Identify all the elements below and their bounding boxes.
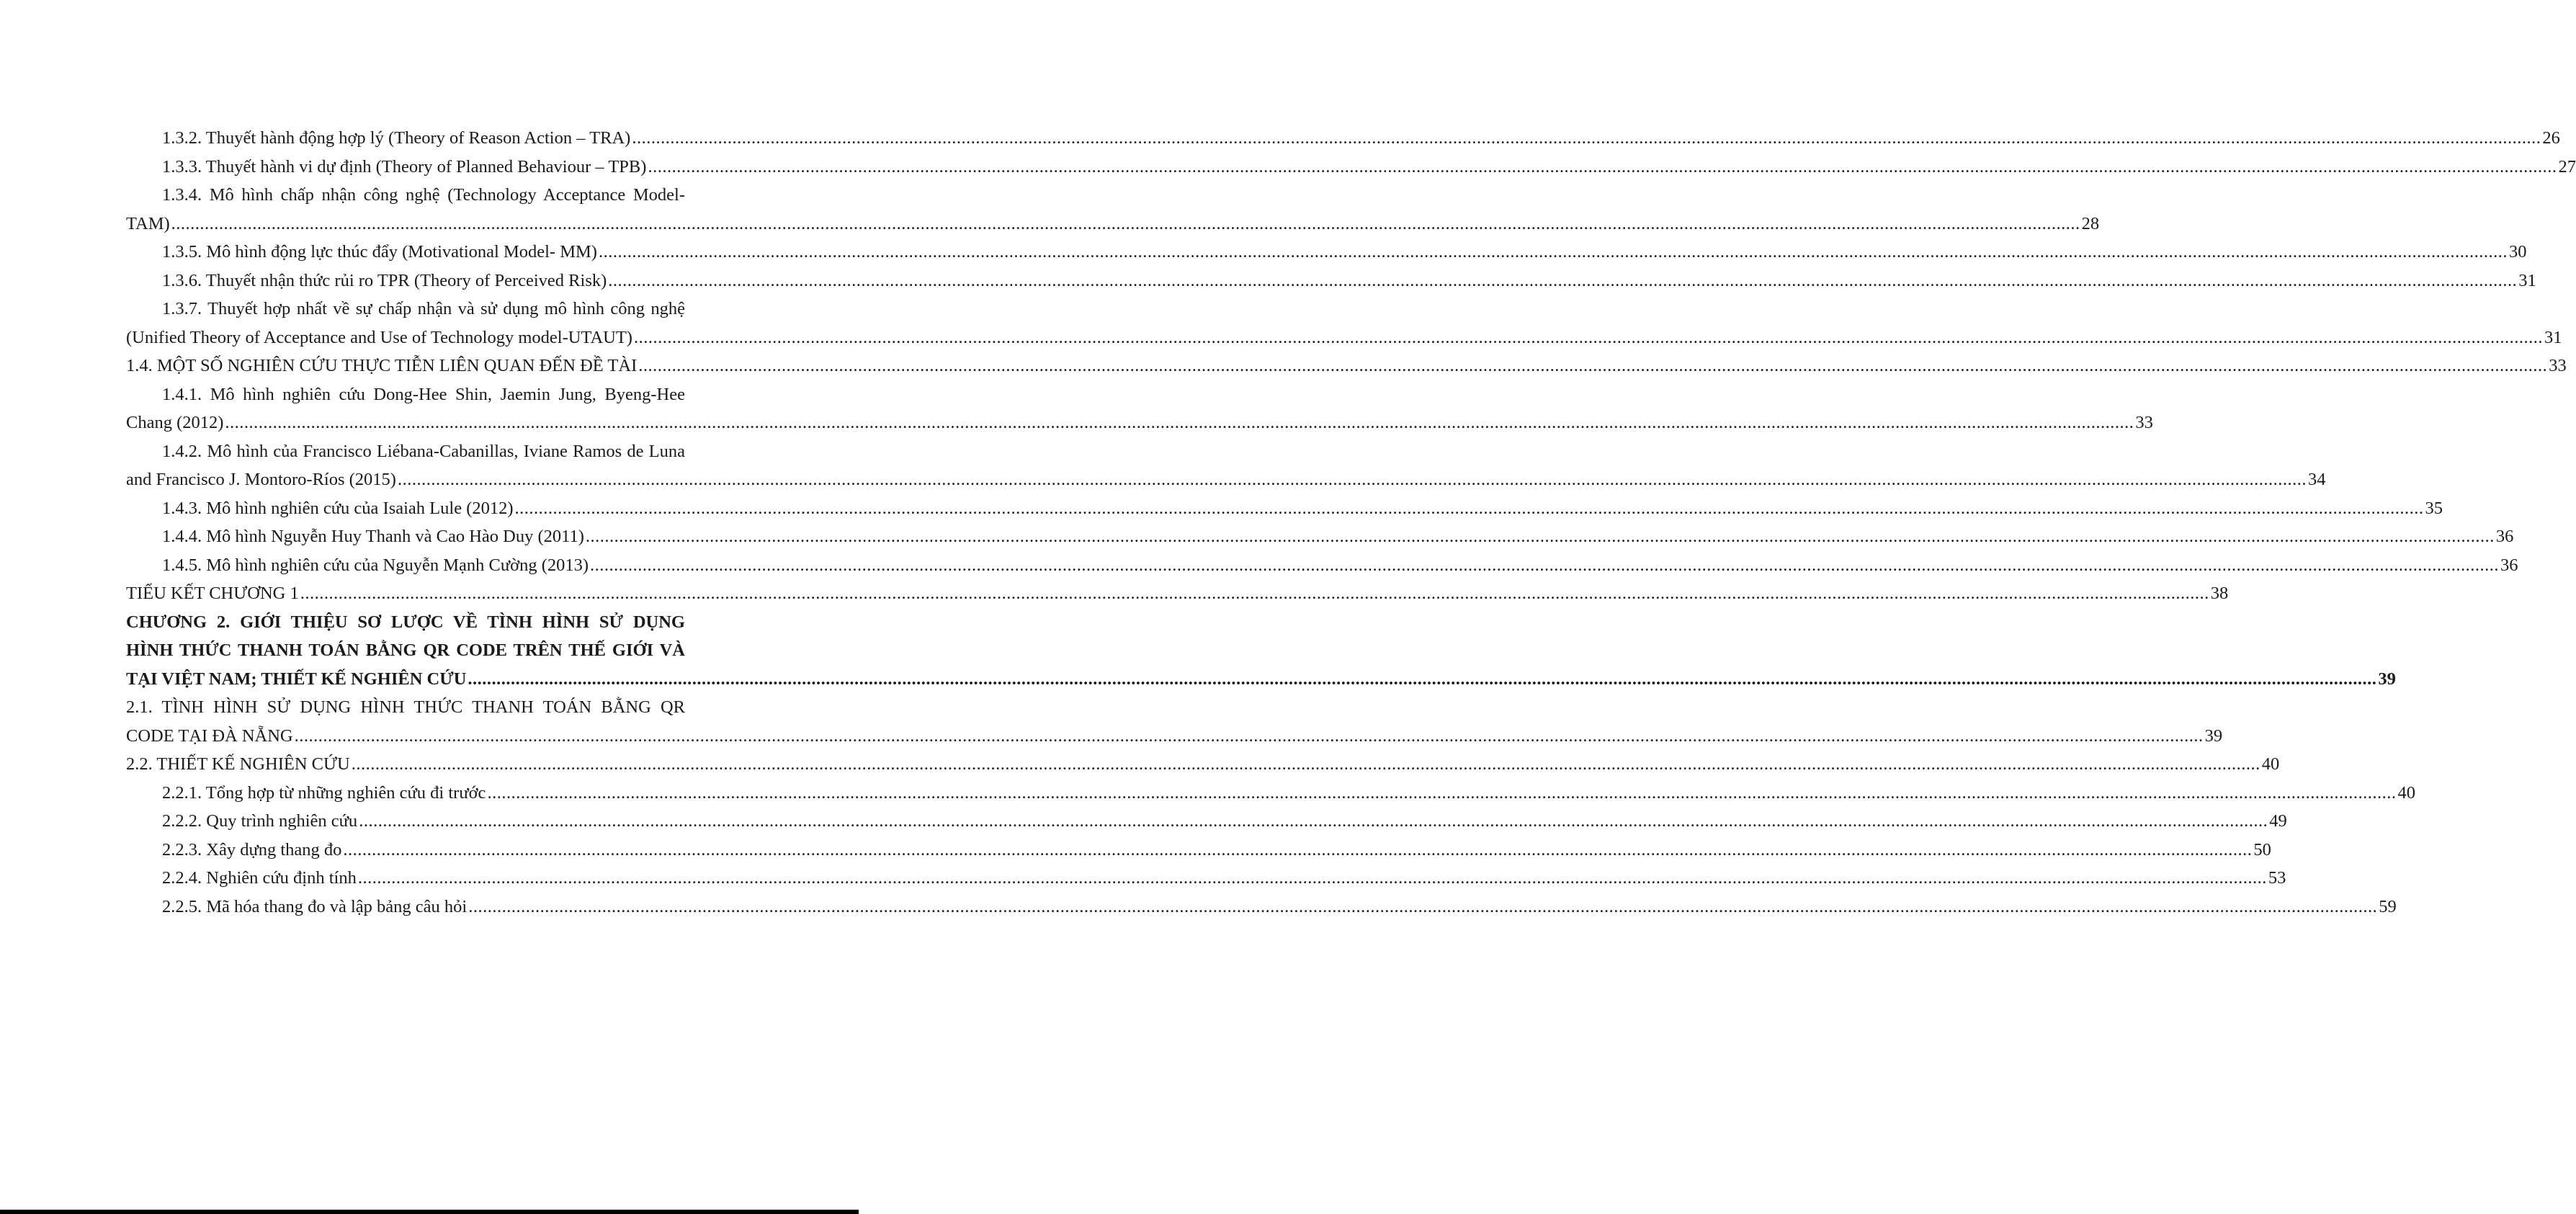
toc-entry-row bbox=[126, 836, 2271, 865]
dot-leader: ................................................................................................................................................................................................................................................................................................................................................................................................................ bbox=[633, 327, 2543, 347]
toc-page-number: 39 bbox=[2204, 726, 2223, 746]
toc-entry-row bbox=[126, 807, 2287, 836]
dot-leader: ................................................................................................................................................................................................................................................................................................................................................................................................................ bbox=[343, 839, 2253, 860]
toc-entry[interactable] bbox=[126, 437, 2326, 494]
toc-entry[interactable] bbox=[126, 836, 2271, 865]
toc-entry[interactable] bbox=[126, 522, 2514, 551]
toc-page-number: 33 bbox=[2549, 356, 2567, 375]
dot-leader: ................................................................................................................................................................................................................................................................................................................................................................................................................ bbox=[638, 356, 2548, 375]
dot-leader: ................................................................................................................................................................................................................................................................................................................................................................................................................ bbox=[468, 669, 2377, 689]
toc-entry-text-line: 1.4.2. Mô hình của Francisco Liébana-Cabanillas, Iviane Ramos de Luna bbox=[162, 441, 685, 461]
toc-entry-row bbox=[126, 323, 2562, 352]
toc-entry[interactable] bbox=[126, 864, 2286, 893]
toc-entry-row bbox=[126, 238, 2527, 267]
toc-entry-row bbox=[126, 722, 2223, 751]
toc-entry-title: 1.4.4. Mô hình Nguyễn Huy Thanh và Cao Hào Duy (2011) bbox=[162, 527, 584, 546]
toc-entry-title: CODE TẠI ĐÀ NẴNG bbox=[126, 726, 293, 746]
toc-page-number: 53 bbox=[2268, 868, 2286, 888]
toc-entry-row bbox=[126, 579, 2229, 608]
toc-entry-title: 1.3.3. Thuyết hành vi dự định (Theory of Planned Behaviour – TPB) bbox=[162, 156, 647, 177]
toc-page-number: 36 bbox=[2495, 527, 2514, 546]
toc-entry[interactable] bbox=[126, 295, 2562, 352]
toc-entry-row bbox=[126, 494, 2443, 523]
dot-leader: ................................................................................................................................................................................................................................................................................................................................................................................................................ bbox=[294, 726, 2204, 746]
toc-entry[interactable] bbox=[126, 893, 2397, 921]
toc-entry-row bbox=[126, 864, 2286, 893]
toc-page-number: 39 bbox=[2378, 669, 2396, 689]
toc-entry-title: (Unified Theory of Acceptance and Use of Technology model-UTAUT) bbox=[126, 327, 632, 347]
toc-entry[interactable] bbox=[126, 579, 2229, 608]
toc-page-number: 27 bbox=[2558, 156, 2576, 177]
toc-page-number: 26 bbox=[2542, 128, 2560, 148]
dot-leader: ................................................................................................................................................................................................................................................................................................................................................................................................................ bbox=[300, 584, 2209, 603]
toc-entry-text-line: 2.1. TÌNH HÌNH SỬ DỤNG HÌNH THỨC THANH TOÁN BẰNG QR bbox=[126, 697, 685, 717]
toc-entry-row bbox=[126, 153, 2576, 182]
toc-page-number: 50 bbox=[2253, 839, 2271, 860]
toc-page-number: 40 bbox=[2397, 782, 2415, 803]
toc-page-number: 40 bbox=[2261, 754, 2280, 774]
toc-entry-row bbox=[126, 750, 2280, 779]
toc-entry-title: 1.4. MỘT SỐ NGHIÊN CỨU THỰC TIỄN LIÊN QUAN ĐẾN ĐỀ TÀI bbox=[126, 356, 638, 375]
dot-leader: ................................................................................................................................................................................................................................................................................................................................................................................................................ bbox=[171, 213, 2080, 233]
toc-entry[interactable] bbox=[126, 352, 2567, 380]
toc-entry-row bbox=[126, 551, 2518, 580]
toc-entry-title: Chang (2012) bbox=[126, 413, 224, 432]
toc-entry-text-line: CHƯƠNG 2. GIỚI THIỆU SƠ LƯỢC VỀ TÌNH HÌNH SỬ DỤNG bbox=[126, 612, 685, 632]
toc-page-number: 59 bbox=[2379, 896, 2397, 916]
toc-page-number: 34 bbox=[2307, 470, 2326, 489]
toc-entry[interactable] bbox=[126, 551, 2518, 580]
toc-entry[interactable] bbox=[126, 693, 2223, 750]
toc-entry[interactable] bbox=[126, 494, 2443, 523]
toc-entry-title: 1.4.3. Mô hình nghiên cứu của Isaiah Lule (2012) bbox=[162, 498, 514, 518]
dot-leader: ................................................................................................................................................................................................................................................................................................................................................................................................................ bbox=[648, 156, 2557, 177]
toc-entry-title: 2.2.1. Tổng hợp từ những nghiên cứu đi trước bbox=[162, 782, 486, 803]
toc-entry-row bbox=[126, 665, 2396, 694]
toc-page-number: 38 bbox=[2210, 584, 2229, 603]
toc-entry-title: TAM) bbox=[126, 213, 170, 233]
toc-page-number: 35 bbox=[2425, 498, 2443, 518]
toc-entry[interactable] bbox=[126, 608, 2396, 694]
toc-entry-row bbox=[126, 779, 2415, 808]
toc-entry-title: 1.4.5. Mô hình nghiên cứu của Nguyễn Mạnh Cường (2013) bbox=[162, 555, 589, 575]
toc-entry[interactable] bbox=[126, 807, 2287, 836]
toc-entry[interactable] bbox=[126, 779, 2415, 808]
toc-entry-text-line: HÌNH THỨC THANH TOÁN BẰNG QR CODE TRÊN THẾ GIỚI VÀ bbox=[126, 641, 685, 660]
toc-entry-title: and Francisco J. Montoro-Ríos (2015) bbox=[126, 470, 396, 489]
toc-page-number: 28 bbox=[2081, 213, 2100, 233]
toc-entry-title: TIỂU KẾT CHƯƠNG 1 bbox=[126, 584, 299, 603]
toc-entry[interactable] bbox=[126, 181, 2100, 238]
dot-leader: ................................................................................................................................................................................................................................................................................................................................................................................................................ bbox=[608, 270, 2518, 290]
dot-leader: ................................................................................................................................................................................................................................................................................................................................................................................................................ bbox=[359, 811, 2268, 831]
toc-entry[interactable] bbox=[126, 750, 2280, 779]
toc-page-number: 33 bbox=[2135, 413, 2153, 432]
toc-entry-title: 2.2. THIẾT KẾ NGHIÊN CỨU bbox=[126, 754, 350, 774]
toc-entry-row bbox=[126, 210, 2100, 238]
toc-entry-row bbox=[126, 522, 2514, 551]
toc-entry-title: 1.3.5. Mô hình động lực thúc đẩy (Motivational Model- MM) bbox=[162, 242, 597, 262]
dot-leader: ................................................................................................................................................................................................................................................................................................................................................................................................................ bbox=[357, 868, 2267, 888]
toc-entry-title: 2.2.4. Nghiên cứu định tính bbox=[162, 868, 357, 888]
toc-entry-title: 2.2.3. Xây dựng thang đo bbox=[162, 839, 342, 860]
toc-entry-row bbox=[126, 465, 2326, 494]
toc-entry-title: 2.2.2. Quy trình nghiên cứu bbox=[162, 811, 358, 831]
toc-page-number: 49 bbox=[2269, 811, 2287, 831]
toc-entry[interactable] bbox=[126, 238, 2527, 267]
toc-entry-title: 1.3.6. Thuyết nhận thức rủi ro TPR (Theory of Perceived Risk) bbox=[162, 270, 607, 290]
toc-entry[interactable] bbox=[126, 267, 2536, 295]
toc-entry-row bbox=[126, 124, 2560, 153]
dot-leader: ................................................................................................................................................................................................................................................................................................................................................................................................................ bbox=[397, 470, 2307, 489]
dot-leader: ................................................................................................................................................................................................................................................................................................................................................................................................................ bbox=[487, 782, 2397, 803]
toc-entry-text-line: 1.3.7. Thuyết hợp nhất về sự chấp nhận và sử dụng mô hình công nghệ bbox=[162, 299, 685, 318]
toc-entry-row bbox=[126, 893, 2397, 921]
page-bottom-edge bbox=[0, 1210, 859, 1214]
toc-entry-title: 1.3.2. Thuyết hành động hợp lý (Theory of Reason Action – TRA) bbox=[162, 128, 631, 148]
toc-entry-title: TẠI VIỆT NAM; THIẾT KẾ NGHIÊN CỨU bbox=[126, 669, 467, 689]
toc-page-number: 30 bbox=[2508, 242, 2527, 262]
toc-page-number: 31 bbox=[2518, 270, 2536, 290]
dot-leader: ................................................................................................................................................................................................................................................................................................................................................................................................................ bbox=[632, 128, 2541, 148]
table-of-contents bbox=[126, 124, 2576, 921]
toc-entry-text-line: 1.4.1. Mô hình nghiên cứu Dong-Hee Shin, Jaemin Jung, Byeng-Hee bbox=[162, 384, 685, 404]
toc-entry-row bbox=[126, 409, 2153, 437]
toc-entry-row bbox=[126, 352, 2567, 380]
toc-entry-row bbox=[126, 267, 2536, 295]
toc-entry[interactable] bbox=[126, 153, 2576, 182]
toc-entry[interactable] bbox=[126, 124, 2560, 153]
toc-page-number: 31 bbox=[2544, 327, 2562, 347]
dot-leader: ................................................................................................................................................................................................................................................................................................................................................................................................................ bbox=[590, 555, 2500, 575]
dot-leader: ................................................................................................................................................................................................................................................................................................................................................................................................................ bbox=[514, 498, 2424, 518]
toc-entry[interactable] bbox=[126, 380, 2153, 437]
dot-leader: ................................................................................................................................................................................................................................................................................................................................................................................................................ bbox=[468, 896, 2378, 916]
toc-page-number: 36 bbox=[2500, 555, 2518, 575]
dot-leader: ................................................................................................................................................................................................................................................................................................................................................................................................................ bbox=[225, 413, 2134, 432]
dot-leader: ................................................................................................................................................................................................................................................................................................................................................................................................................ bbox=[351, 754, 2260, 774]
toc-entry-title: 2.2.5. Mã hóa thang đo và lập bảng câu hỏi bbox=[162, 896, 468, 916]
dot-leader: ................................................................................................................................................................................................................................................................................................................................................................................................................ bbox=[598, 242, 2508, 262]
toc-entry-text-line: 1.3.4. Mô hình chấp nhận công nghệ (Technology Acceptance Model- bbox=[162, 185, 685, 205]
dot-leader: ................................................................................................................................................................................................................................................................................................................................................................................................................ bbox=[585, 527, 2495, 546]
